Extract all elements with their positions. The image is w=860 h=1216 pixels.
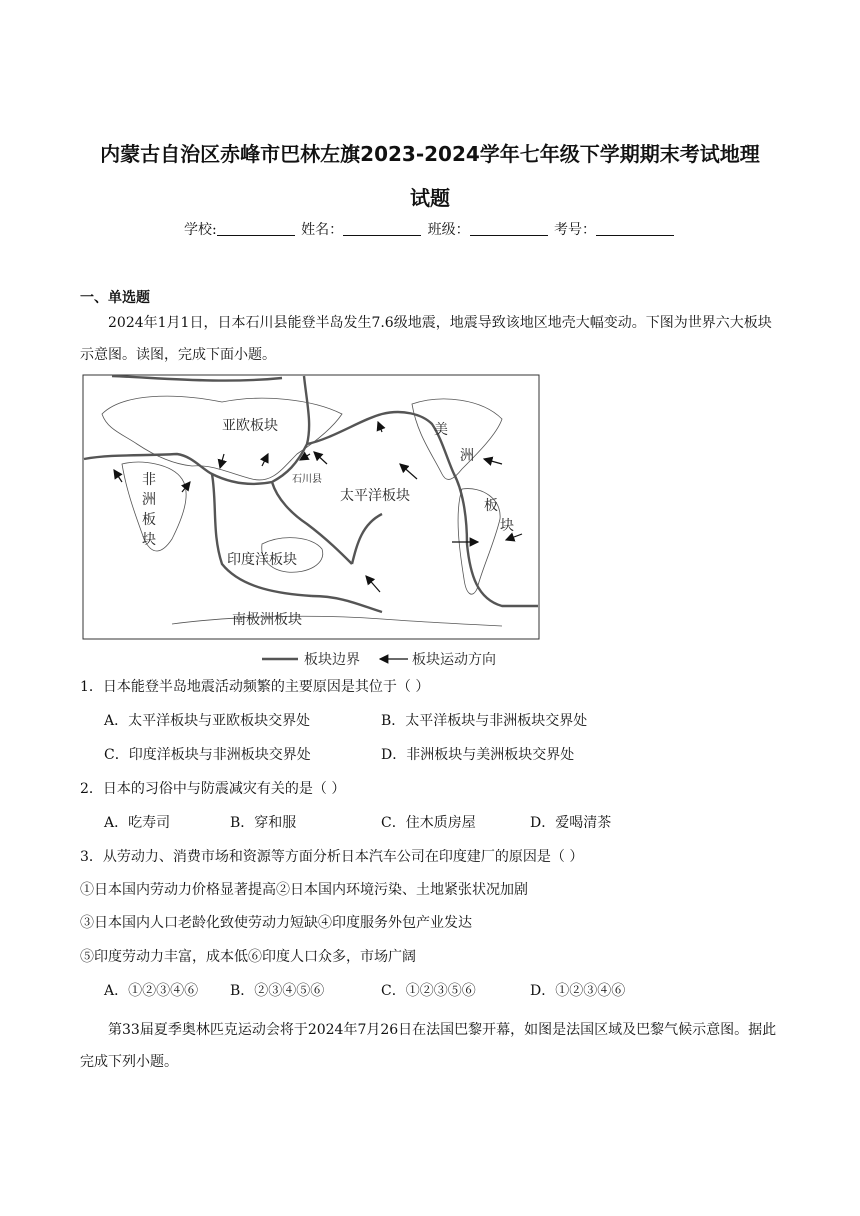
class-blank[interactable] <box>470 221 548 236</box>
class-label: 班级： <box>427 222 470 238</box>
africa-label-1: 非 <box>142 472 156 488</box>
q1-option-c[interactable]: C．印度洋板块与非洲板块交界处 <box>104 747 311 763</box>
america-label-3: 板 <box>484 498 498 514</box>
africa-label-4: 块 <box>142 532 156 548</box>
question-1-stem: 1．日本能登半岛地震活动频繁的主要原因是其位于（ ） <box>80 679 430 695</box>
q3-option-d[interactable]: D．①②③④⑥ <box>530 983 626 999</box>
q3-option-b[interactable]: B．②③④⑤⑥ <box>230 983 325 999</box>
q1-option-b[interactable]: B．太平洋板块与非洲板块交界处 <box>381 713 588 729</box>
legend-direction-label: 板块运动方向 <box>412 652 496 668</box>
ishikawa-label: 石川县 <box>292 474 322 485</box>
section-heading: 一、单选题 <box>80 290 150 306</box>
q3-option-a[interactable]: A．①②③④⑥ <box>104 983 199 999</box>
q3-statement-line-1: ①日本国内劳动力价格显著提高②日本国内环境污染、土地紧张状况加剧 <box>80 882 528 898</box>
number-blank[interactable] <box>596 221 674 236</box>
school-label: 学校: <box>183 222 217 238</box>
indian-plate-label: 印度洋板块 <box>227 552 297 568</box>
intro-paragraph-1: 2024年1月1日，日本石川县能登半岛发生7.6级地震，地震导致该地区地壳大幅变动。下图为世界六大板块示意图。读图，完成下面小题。 <box>80 315 772 363</box>
eurasia-plate-label: 亚欧板块 <box>222 418 278 434</box>
q2-option-a[interactable]: A．吃寿司 <box>104 815 171 831</box>
number-label: 考号： <box>554 222 597 238</box>
q1-option-d[interactable]: D．非洲板块与美洲板块交界处 <box>381 747 575 763</box>
intro-paragraph-2: 第33届夏季奥林匹克运动会将于2024年7月26日在法国巴黎开幕，如图是法国区域及巴黎气候示意图。据此完成下列小题。 <box>80 1022 777 1070</box>
question-2-stem: 2．日本的习俗中与防震减灾有关的是（ ） <box>80 781 346 797</box>
q3-statement-line-2: ③日本国内人口老龄化致使劳动力短缺④印度服务外包产业发达 <box>80 915 472 931</box>
q3-option-c[interactable]: C．①②③⑤⑥ <box>381 983 476 999</box>
q2-option-c[interactable]: C．住木质房屋 <box>381 815 476 831</box>
name-blank[interactable] <box>343 221 421 236</box>
africa-label-2: 洲 <box>142 492 156 508</box>
page-title-line2: 试题 <box>410 186 450 210</box>
school-blank[interactable] <box>217 221 295 236</box>
q2-option-b[interactable]: B．穿和服 <box>230 815 297 831</box>
america-label-1: 美 <box>434 422 448 438</box>
america-label-2: 洲 <box>460 448 474 464</box>
q3-statement-line-3: ⑤印度劳动力丰富，成本低⑥印度人口众多，市场广阔 <box>80 949 416 965</box>
q1-option-a[interactable]: A．太平洋板块与亚欧板块交界处 <box>104 713 311 729</box>
page-title: 内蒙古自治区赤峰市巴林左旗2023-2024学年七年级下学期期末考试地理 <box>100 142 760 166</box>
student-info-line <box>0 219 860 239</box>
pacific-plate-label: 太平洋板块 <box>340 488 410 504</box>
america-label-4: 块 <box>500 518 514 534</box>
q2-option-d[interactable]: D．爱喝清茶 <box>530 815 612 831</box>
africa-label-3: 板 <box>142 512 156 528</box>
question-3-stem: 3．从劳动力、消费市场和资源等方面分析日本汽车公司在印度建厂的原因是（ ） <box>80 849 584 865</box>
legend-boundary-label: 板块边界 <box>304 652 360 668</box>
antarctic-plate-label: 南极洲板块 <box>232 612 302 628</box>
plate-map <box>82 374 542 670</box>
name-label: 姓名： <box>301 222 344 238</box>
